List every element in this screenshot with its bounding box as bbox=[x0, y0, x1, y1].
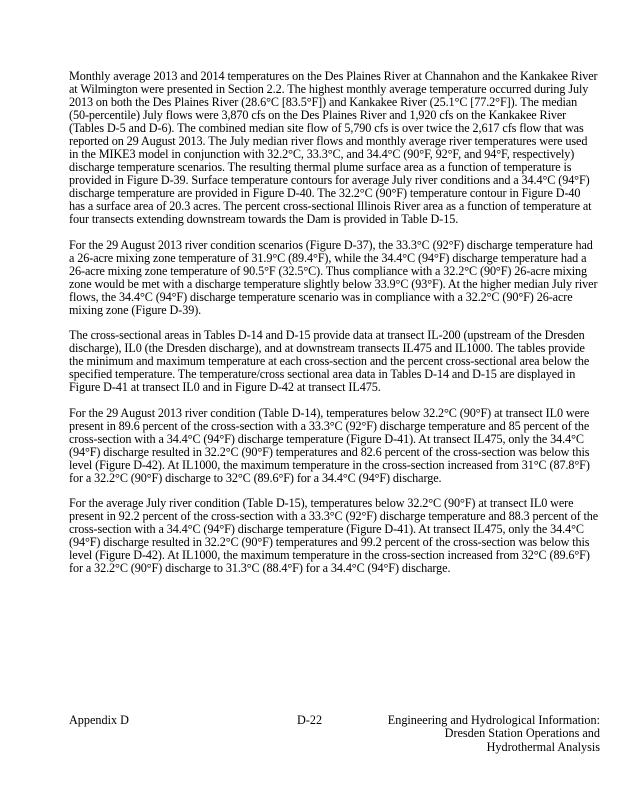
paragraph-july-transects: For the average July river condition (Table D-15), temperatures below 32.2°C (90°F) at transect IL0 were present in 92.2 percent of the cross-section with a 33.3°C (92°F) discharge temperature and 88.3 percent of the cross-section with a 34.4°C (94°F) discharge temperature (Figure D-41). At transect IL475, only the 34.4°C (94°F) discharge resulted in 32.2°C (90°F) temperatures and 99.2 percent of the cross-section was below this level (Figure D-42). At IL1000, the maximum temperature in the cross-section increased from 32°C (89.6°F) for a 32.2°C (90°F) discharge to 31.3°C (88.4°F) for a 34.4°C (94°F) discharge. bbox=[69, 496, 599, 575]
body-text bbox=[69, 70, 599, 588]
paragraph-cross-sectional-areas: The cross-sectional areas in Tables D-14 and D-15 provide data at transect IL-200 (upstream of the Dresden discharge), IL0 (the Dresden discharge), and at downstream transects IL475 and IL1000. The tables provide the minimum and maximum temperature at each cross-section and the percent cross-sectional area below the specified temperature. The temperature/cross sectional area data in Tables D-14 and D-15 are displayed in Figure D-41 at transect IL0 and in Figure D-42 at transect IL475. bbox=[69, 328, 590, 394]
paragraph-july-conditions: Monthly average 2013 and 2014 temperatures on the Des Plaines River at Channahon and the Kankakee River at Wilmington were presented in Section 2.2. The highest monthly average temperature occurred during July 2013 on both the Des Plaines River (28.6°C [83.5°F]) and Kankakee River (25.1°C [77.2°F]). The median (50-percentile) July flows were 3,870 cfs on the Des Plaines River and 1,920 cfs on the Kankakee River (Tables D-5 and D-6). The combined median site flow of 5,790 cfs is over twice the 2,617 cfs flow that was reported on 29 August 2013. The July median river flows and monthly average river temperatures were used in the MIKE3 model in conjunction with 32.2°C, 33.3°C, and 34.4°C (90°F, 92°F, and 94°F, respectively) discharge temperature scenarios. The resulting thermal plume surface area as a function of temperature is provided in Figure D-39. Surface temperature contours for average July river conditions and a 34.4°C (94°F) discharge temperature are provided in Figure D-40. The 32.2°C (90°F) temperature contour in Figure D-40 has a surface area of 20.3 acres. The percent cross-sectional Illinois River area as a function of temperature at four transects extending downstream towards the Dam is provided in Table D-15. bbox=[69, 69, 598, 226]
footer-document-title bbox=[350, 714, 600, 754]
footer-appendix-label: Appendix D bbox=[69, 713, 129, 727]
footer-page-number: D-22 bbox=[297, 713, 323, 727]
paragraph-august-transects: For the 29 August 2013 river condition (Table D-14), temperatures below 32.2°C (90°F) at transect IL0 were present in 89.6 percent of the cross-section with a 33.3°C (92°F) discharge temperature and 85 percent of the cross-section with a 34.4°C (94°F) discharge temperature (Figure D-41). At transect IL475, only the 34.4°C (94°F) discharge resulted in 32.2°C (90°F) temperatures and 82.6 percent of the cross-section was below this level (Figure D-42). At IL1000, the maximum temperature in the cross-section increased from 31°C (87.8°F) for a 32.2°C (90°F) discharge to 32°C (89.6°F) for a 34.4°C (94°F) discharge. bbox=[69, 405, 590, 485]
footer-title-line-3: Hydrothermal Analysis bbox=[486, 739, 600, 754]
footer-title-line-1: Engineering and Hydrological Information: bbox=[387, 713, 600, 727]
footer-title-line-2: Dresden Station Operations and bbox=[444, 726, 600, 741]
paragraph-august-scenarios: For the 29 August 2013 river condition scenarios (Figure D-37), the 33.3°C (92°F) discharge temperature had a 26-acre mixing zone temperature of 31.9°C (89.4°F), while the 34.4°C (94°F) discharge temperature had a 26-acre mixing zone temperature of 90.5°F (32.5°C). Thus compliance with a 32.2°C (90°F) 26-acre mixing zone would be met with a discharge temperature slightly below 33.9°C (93°F). At the higher median July river flows, the 34.4°C (94°F) discharge temperature scenario was in compliance with a 32.2°C (90°F) 26-acre mixing zone (Figure D-39). bbox=[69, 237, 598, 317]
